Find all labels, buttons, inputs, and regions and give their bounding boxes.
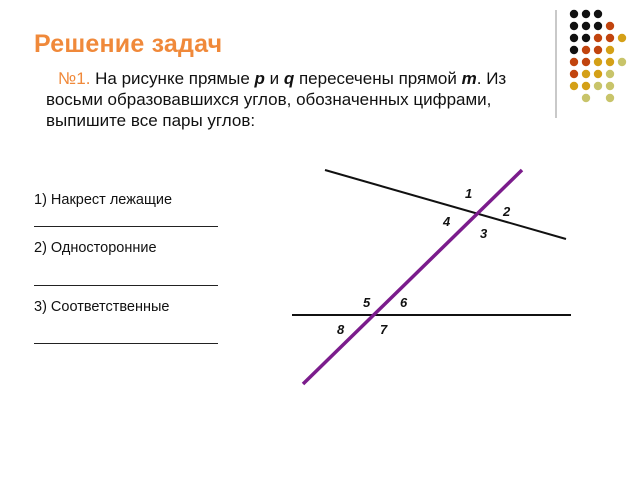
line-m-transversal [303, 170, 522, 384]
variable-p: p [254, 69, 265, 88]
angle-label-8: 8 [337, 322, 345, 337]
task-text-part: На рисунке прямые [90, 69, 255, 88]
task-text-part: и [264, 69, 284, 88]
angle-label-1: 1 [465, 186, 473, 201]
item-alternate-angles: 1) Накрест лежащие [34, 192, 173, 208]
angle-label-3: 3 [480, 226, 488, 241]
variable-q: q [283, 69, 295, 88]
task-text-part: пересечены прямой [294, 69, 462, 88]
task-text-part: . Из восьми образовавшихся углов, обозначенных цифрами, выпишите все пары углов: [46, 69, 507, 130]
angle-label-6: 6 [400, 295, 408, 310]
variable-m: m [461, 69, 477, 88]
angle-label-5: 5 [363, 295, 371, 310]
task-number: №1. [58, 69, 91, 88]
page-title: Решение задач [34, 30, 223, 58]
angle-label-7: 7 [380, 322, 388, 337]
angle-label-4: 4 [443, 214, 451, 229]
item-interior-angles: 2) Односторонние [34, 240, 157, 256]
angle-label-2: 2 [503, 204, 511, 219]
item-corresponding-angles: 3) Соответственные [34, 299, 170, 315]
